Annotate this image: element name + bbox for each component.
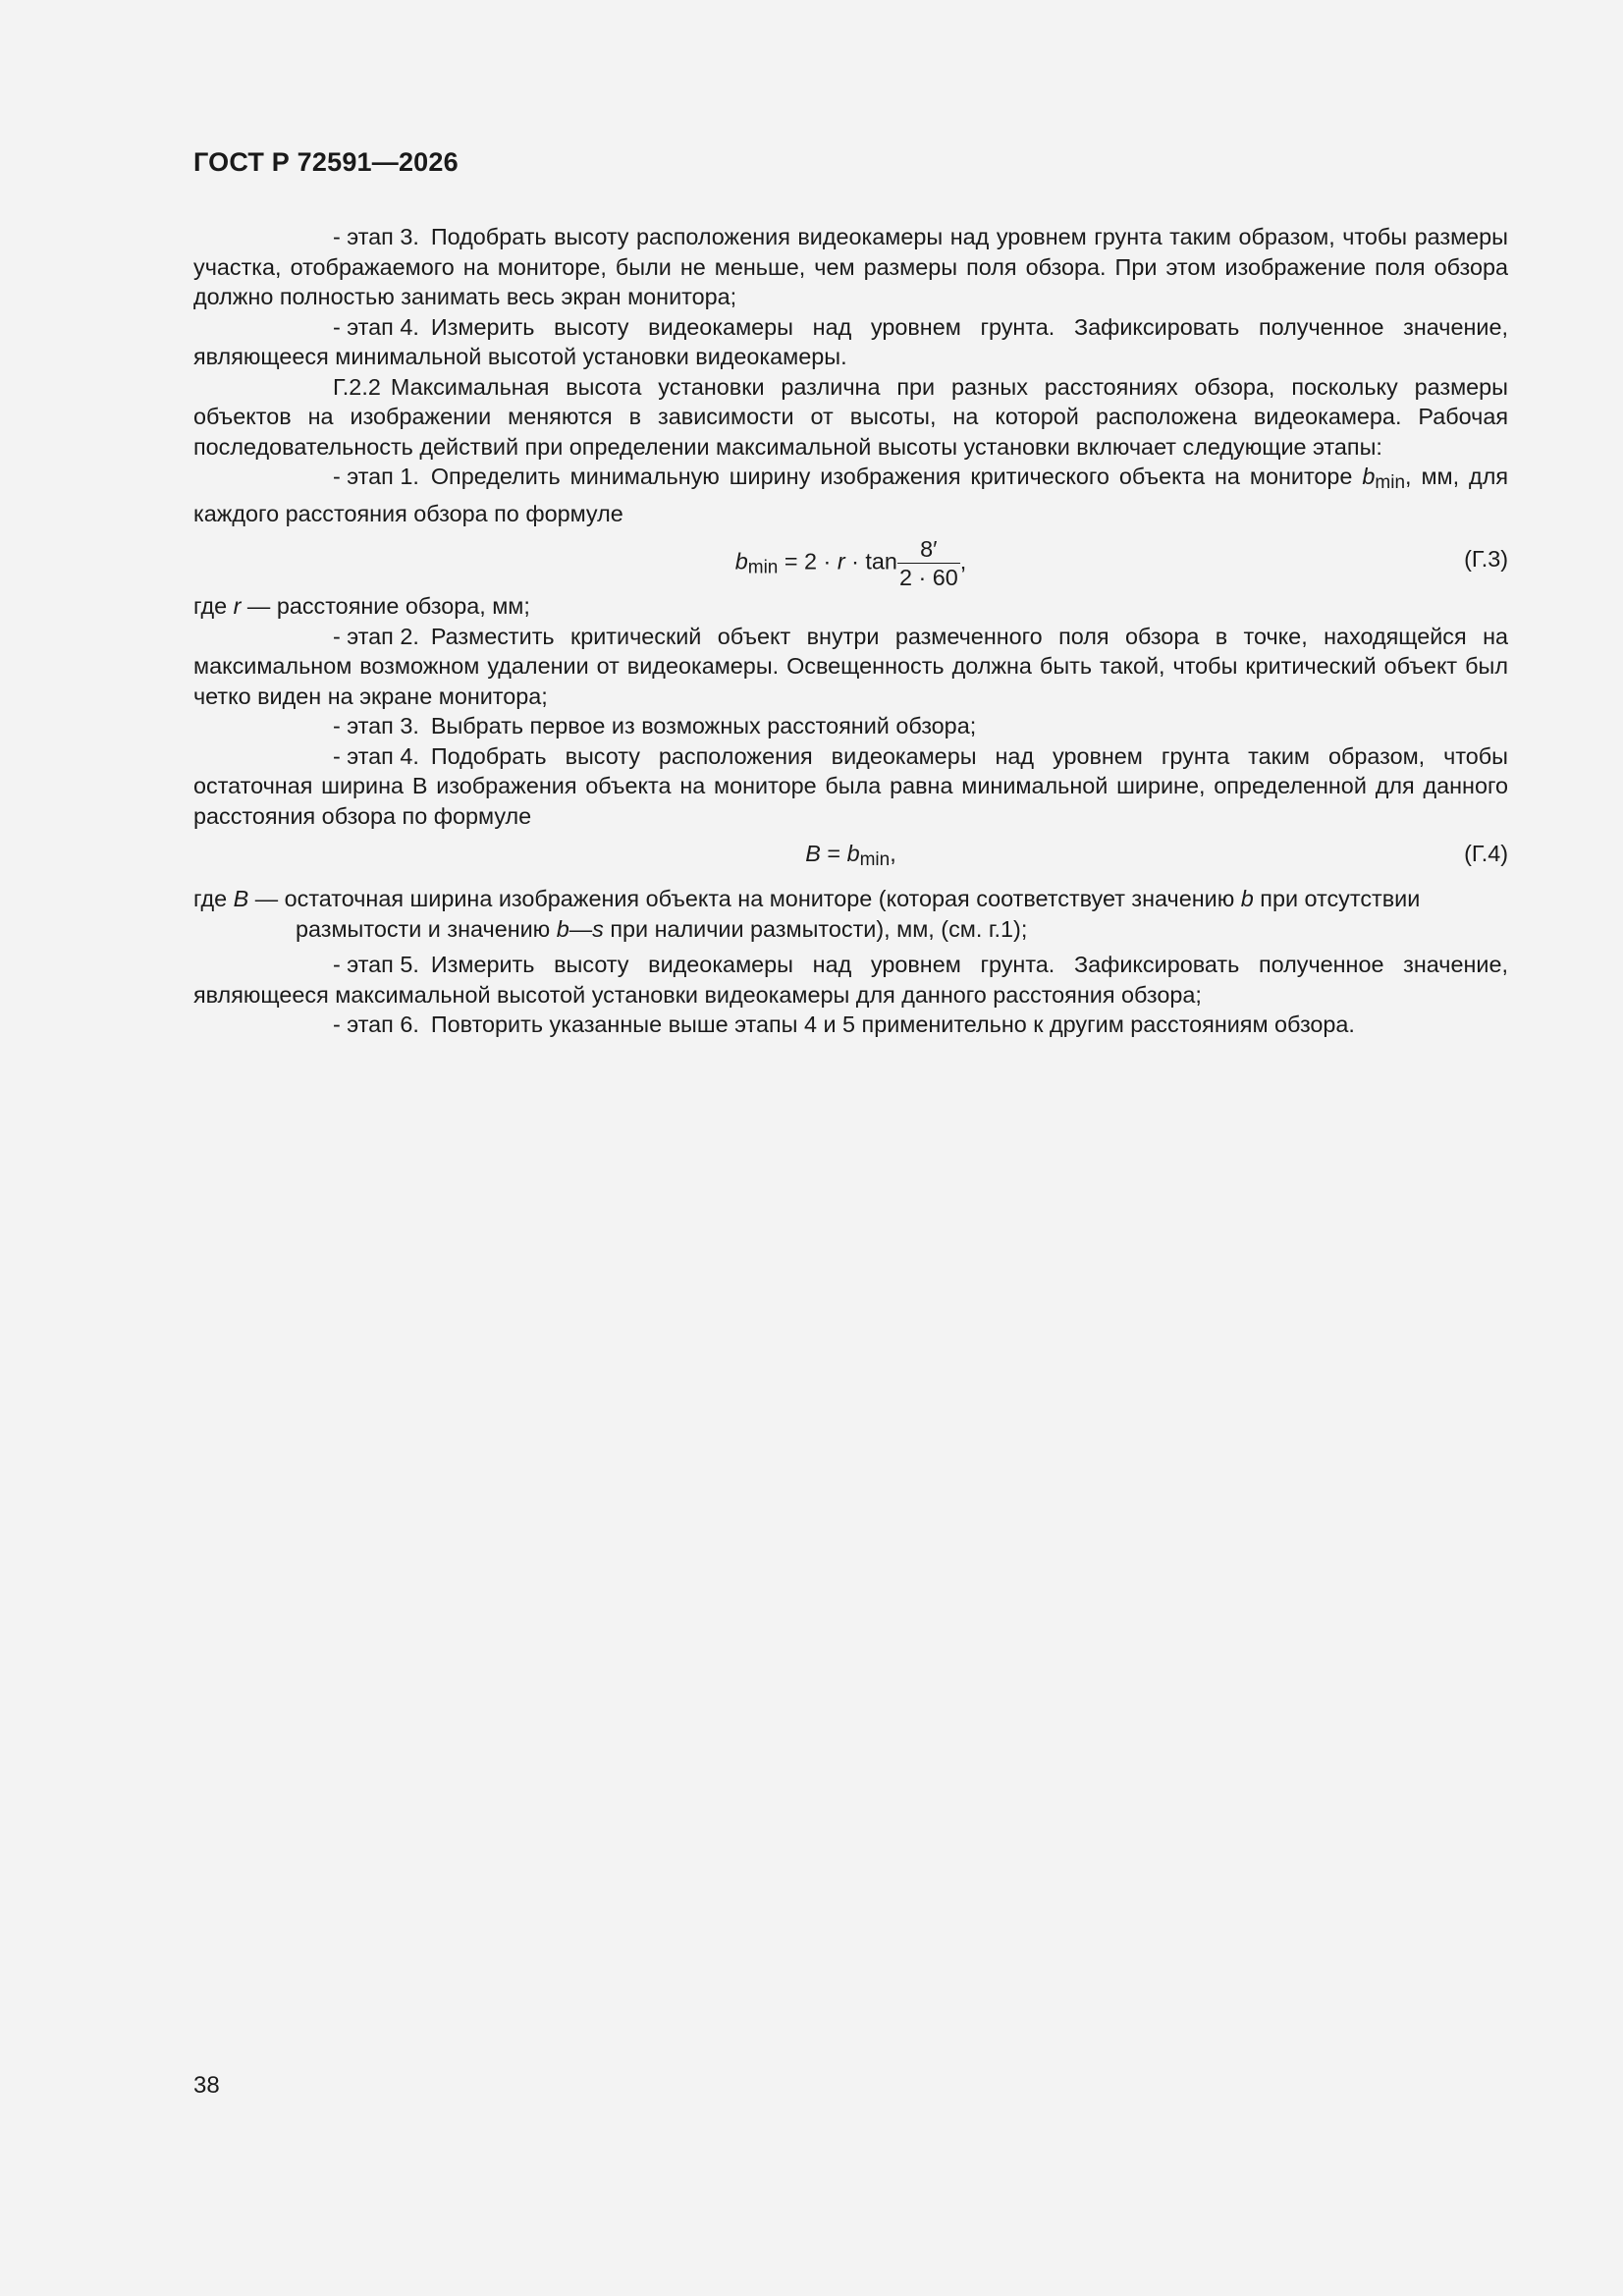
step-label: - этап 3. [333, 713, 419, 738]
paragraph-step3-max [193, 711, 1508, 741]
where-var-r: r [233, 593, 242, 619]
paragraph-step3-min [193, 222, 1508, 312]
where-text: — расстояние обзора, мм; [241, 593, 530, 619]
document-body [193, 222, 1508, 1040]
step-label: - этап 2. [333, 623, 419, 649]
formula-sub-min: min [859, 849, 891, 870]
paragraph-step1-max [193, 462, 1508, 528]
where-r [193, 591, 1508, 622]
formula-g3 [193, 536, 1508, 590]
where-dash: — [568, 915, 593, 942]
formula-var-b: b [846, 841, 860, 866]
formula-tail: , [890, 841, 896, 866]
step-text: Подобрать высоту расположения видеокамеры над уровнем грунта таким образом, чтобы размеры участка, отображаемого на мониторе, были не меньше, чем размеры поля обзора. При этом изображение поля обзора должно полностью занимать весь экран монитора; [193, 224, 1508, 309]
where-var-s: s [592, 915, 604, 942]
where-var-B: B [233, 886, 249, 911]
clause-text: Максимальная высота установки различна при разных расстояниях обзора, поскольку размеры объектов на изображении меняются в зависимости от высоты, на которой расположена видеокамера. Рабочая последовательность действий при определении максимальной высоты установки включает следующие этапы: [193, 373, 1508, 460]
paragraph-step2-max [193, 622, 1508, 712]
step-text: Разместить критический объект внутри размеченного поля обзора в точке, находящейся на максимальном возможном удалении от видеокамеры. Освещенность должна быть такой, чтобы критический объект был четко виден на экране монитора; [193, 623, 1508, 709]
where-text: — остаточная ширина изображения объекта на мониторе (которая соответствует значению [248, 886, 1241, 911]
paragraph-step4-max [193, 741, 1508, 832]
step-text-tail: , мм, для каждого расстояния обзора по формуле [193, 464, 1509, 526]
subscript-min: min [1375, 472, 1406, 493]
formula-var-b: b [734, 548, 748, 574]
formula-g3-expression [193, 536, 1508, 590]
step-text: Подобрать высоту расположения видеокамеры над уровнем грунта таким образом, чтобы остаточная ширина В изображения объекта на мониторе была равна минимальной ширине, определенной для данного расстояния обзора по формуле [193, 742, 1508, 829]
formula-var-r: r [837, 548, 845, 574]
where-prefix: где [193, 593, 234, 619]
fraction-numerator: 8′ [897, 536, 960, 564]
step-text: Повторить указанные выше этапы 4 и 5 применительно к другим расстояниям обзора. [430, 1011, 1355, 1037]
paragraph-step4-min [193, 312, 1508, 372]
fraction-denominator: 2 · 60 [898, 565, 958, 590]
variable-b: b [1362, 464, 1376, 489]
step-label: - этап 5. [333, 952, 419, 977]
formula-tail: , [959, 548, 967, 574]
formula-part: · tan [844, 548, 897, 574]
formula-var-B: B [805, 841, 821, 866]
paragraph-g22 [193, 372, 1508, 463]
formula-sub-min: min [747, 557, 779, 578]
step-label: - этап 6. [333, 1011, 419, 1037]
step-text: Определить минимальную ширину изображения критического объекта на мониторе [430, 464, 1353, 489]
formula-part: = 2 · [778, 548, 838, 574]
where-text: при наличии размытости), мм, (см. г.1); [603, 915, 1028, 942]
document-header: ГОСТ Р 72591—2026 [193, 147, 459, 177]
step-text: Выбрать первое из возможных расстояний обзора; [430, 713, 977, 738]
step-text: Измерить высоту видеокамеры над уровнем грунта. Зафиксировать полученное значение, являющееся максимальной высотой установки видеокамеры для данного расстояния обзора; [193, 952, 1508, 1008]
formula-eq: = [820, 841, 847, 866]
fraction [897, 536, 960, 590]
paragraph-step6-max [193, 1010, 1508, 1040]
step-text: Измерить высоту видеокамеры над уровнем грунта. Зафиксировать полученное значение, являющееся минимальной высотой установки видеокамеры. [193, 313, 1508, 369]
formula-g4-expression [193, 839, 1508, 876]
formula-number-g3: (Г.3) [1464, 546, 1508, 572]
clause-number: Г.2.2 [333, 373, 381, 400]
where-var-b2: b [556, 915, 569, 942]
step-label: - этап 1. [333, 464, 419, 489]
where-B [193, 884, 1508, 944]
page-number: 38 [193, 2072, 220, 2099]
step-label: - этап 3. [333, 224, 419, 249]
step-label: - этап 4. [333, 313, 419, 340]
paragraph-step5-max [193, 950, 1508, 1010]
formula-g4 [193, 833, 1508, 872]
formula-number-g4: (Г.4) [1464, 841, 1508, 866]
where-text: при отсутствии размытости и значению [296, 886, 1421, 942]
where-prefix: где [193, 886, 234, 911]
where-var-b: b [1240, 886, 1254, 911]
step-label: - этап 4. [333, 742, 419, 769]
